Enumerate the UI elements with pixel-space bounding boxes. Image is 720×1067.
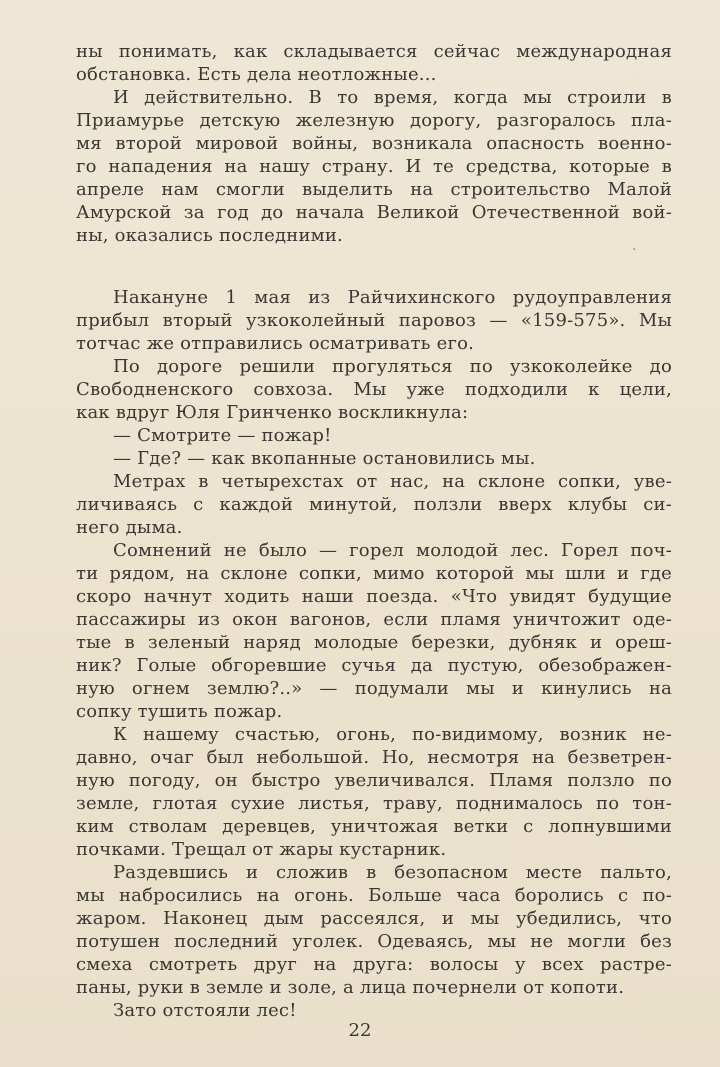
text-line: Приамурье детскую железную дорогу, разгоралось пла- — [76, 110, 672, 131]
text-line: Сомнений не было — горел молодой лес. Горел поч- — [113, 540, 672, 561]
text-line: почками. Трещал от жары кустарник. — [76, 839, 447, 860]
text-line: ную огнем землю?..» — подумали мы и кинулись на — [76, 678, 672, 699]
text-line: ник? Голые обгоревшие сучья да пустую, обезображен- — [76, 655, 672, 676]
text-line: скоро начнут ходить наши поезда. «Что увидят будущие — [76, 586, 672, 607]
text-line: ти рядом, на склоне сопки, мимо которой мы шли и где — [76, 563, 672, 584]
page-number: 22 — [348, 1020, 372, 1041]
text-line: давно, очаг был небольшой. Но, несмотря на безветрен- — [76, 747, 672, 768]
text-line: как вдруг Юля Гринченко воскликнула: — [76, 402, 469, 423]
text-line: ны понимать, как складывается сейчас международная — [76, 41, 672, 62]
text-line: И действительно. В то время, когда мы строили в — [113, 87, 672, 108]
ink-speck: · — [632, 242, 637, 258]
text-line: Раздевшись и сложив в безопасном месте пальто, — [113, 862, 672, 883]
text-line: тотчас же отправились осматривать его. — [76, 333, 475, 354]
text-line: пассажиры из окон вагонов, если пламя уничтожит оде- — [76, 609, 672, 630]
text-line: ны, оказались последними. — [76, 225, 343, 246]
text-line: тые в зеленый наряд молодые березки, дубняк и ореш- — [76, 632, 672, 653]
text-line: ким стволам деревцев, уничтожая ветки с лопнувшими — [76, 816, 672, 837]
text-line: мы набросились на огонь. Больше часа боролись с по- — [76, 885, 672, 906]
text-line: К нашему счастью, огонь, по-видимому, возник не- — [113, 724, 672, 745]
text-line: — Смотрите — пожар! — [113, 425, 332, 446]
text-line: — Где? — как вкопанные остановились мы. — [113, 448, 536, 469]
text-line: апреле нам смогли выделить на строительство Малой — [76, 179, 672, 200]
text-line: прибыл вторый узкоколейный паровоз — «159-575». Мы — [76, 310, 672, 331]
text-line: потушен последний уголек. Одеваясь, мы не могли без — [76, 931, 672, 952]
text-line: личиваясь с каждой минутой, ползли вверх клубы си- — [76, 494, 672, 515]
text-line: Зато отстояли лес! — [113, 1000, 297, 1021]
text-line: смеха смотреть друг на друга: волосы у всех растре- — [76, 954, 672, 975]
text-line: го нападения на нашу страну. И те средства, которые в — [76, 156, 672, 177]
text-line: сопку тушить пожар. — [76, 701, 283, 722]
text-line: жаром. Наконец дым рассеялся, и мы убедились, что — [76, 908, 672, 929]
text-line: Накануне 1 мая из Райчихинского рудоуправления — [113, 287, 672, 308]
text-line: обстановка. Есть дела неотложные... — [76, 64, 437, 85]
text-block-top — [76, 40, 672, 247]
text-line: Метрах в четырехстах от нас, на склоне сопки, уве- — [113, 471, 672, 492]
text-line: него дыма. — [76, 517, 183, 538]
text-line: Амурской за год до начала Великой Отечественной вой- — [76, 202, 672, 223]
text-line: земле, глотая сухие листья, траву, поднималось по тон- — [76, 793, 672, 814]
text-block-main — [76, 286, 672, 1022]
text-line: Свободненского совхоза. Мы уже подходили к цели, — [76, 379, 672, 400]
text-line: По дороге решили прогуляться по узкоколейке до — [113, 356, 672, 377]
text-line: мя второй мировой войны, возникала опасность военно- — [76, 133, 672, 154]
text-line: паны, руки в земле и золе, а лица почернели от копоти. — [76, 977, 625, 998]
text-line: ную погоду, он быстро увеличивался. Пламя ползло по — [76, 770, 672, 791]
